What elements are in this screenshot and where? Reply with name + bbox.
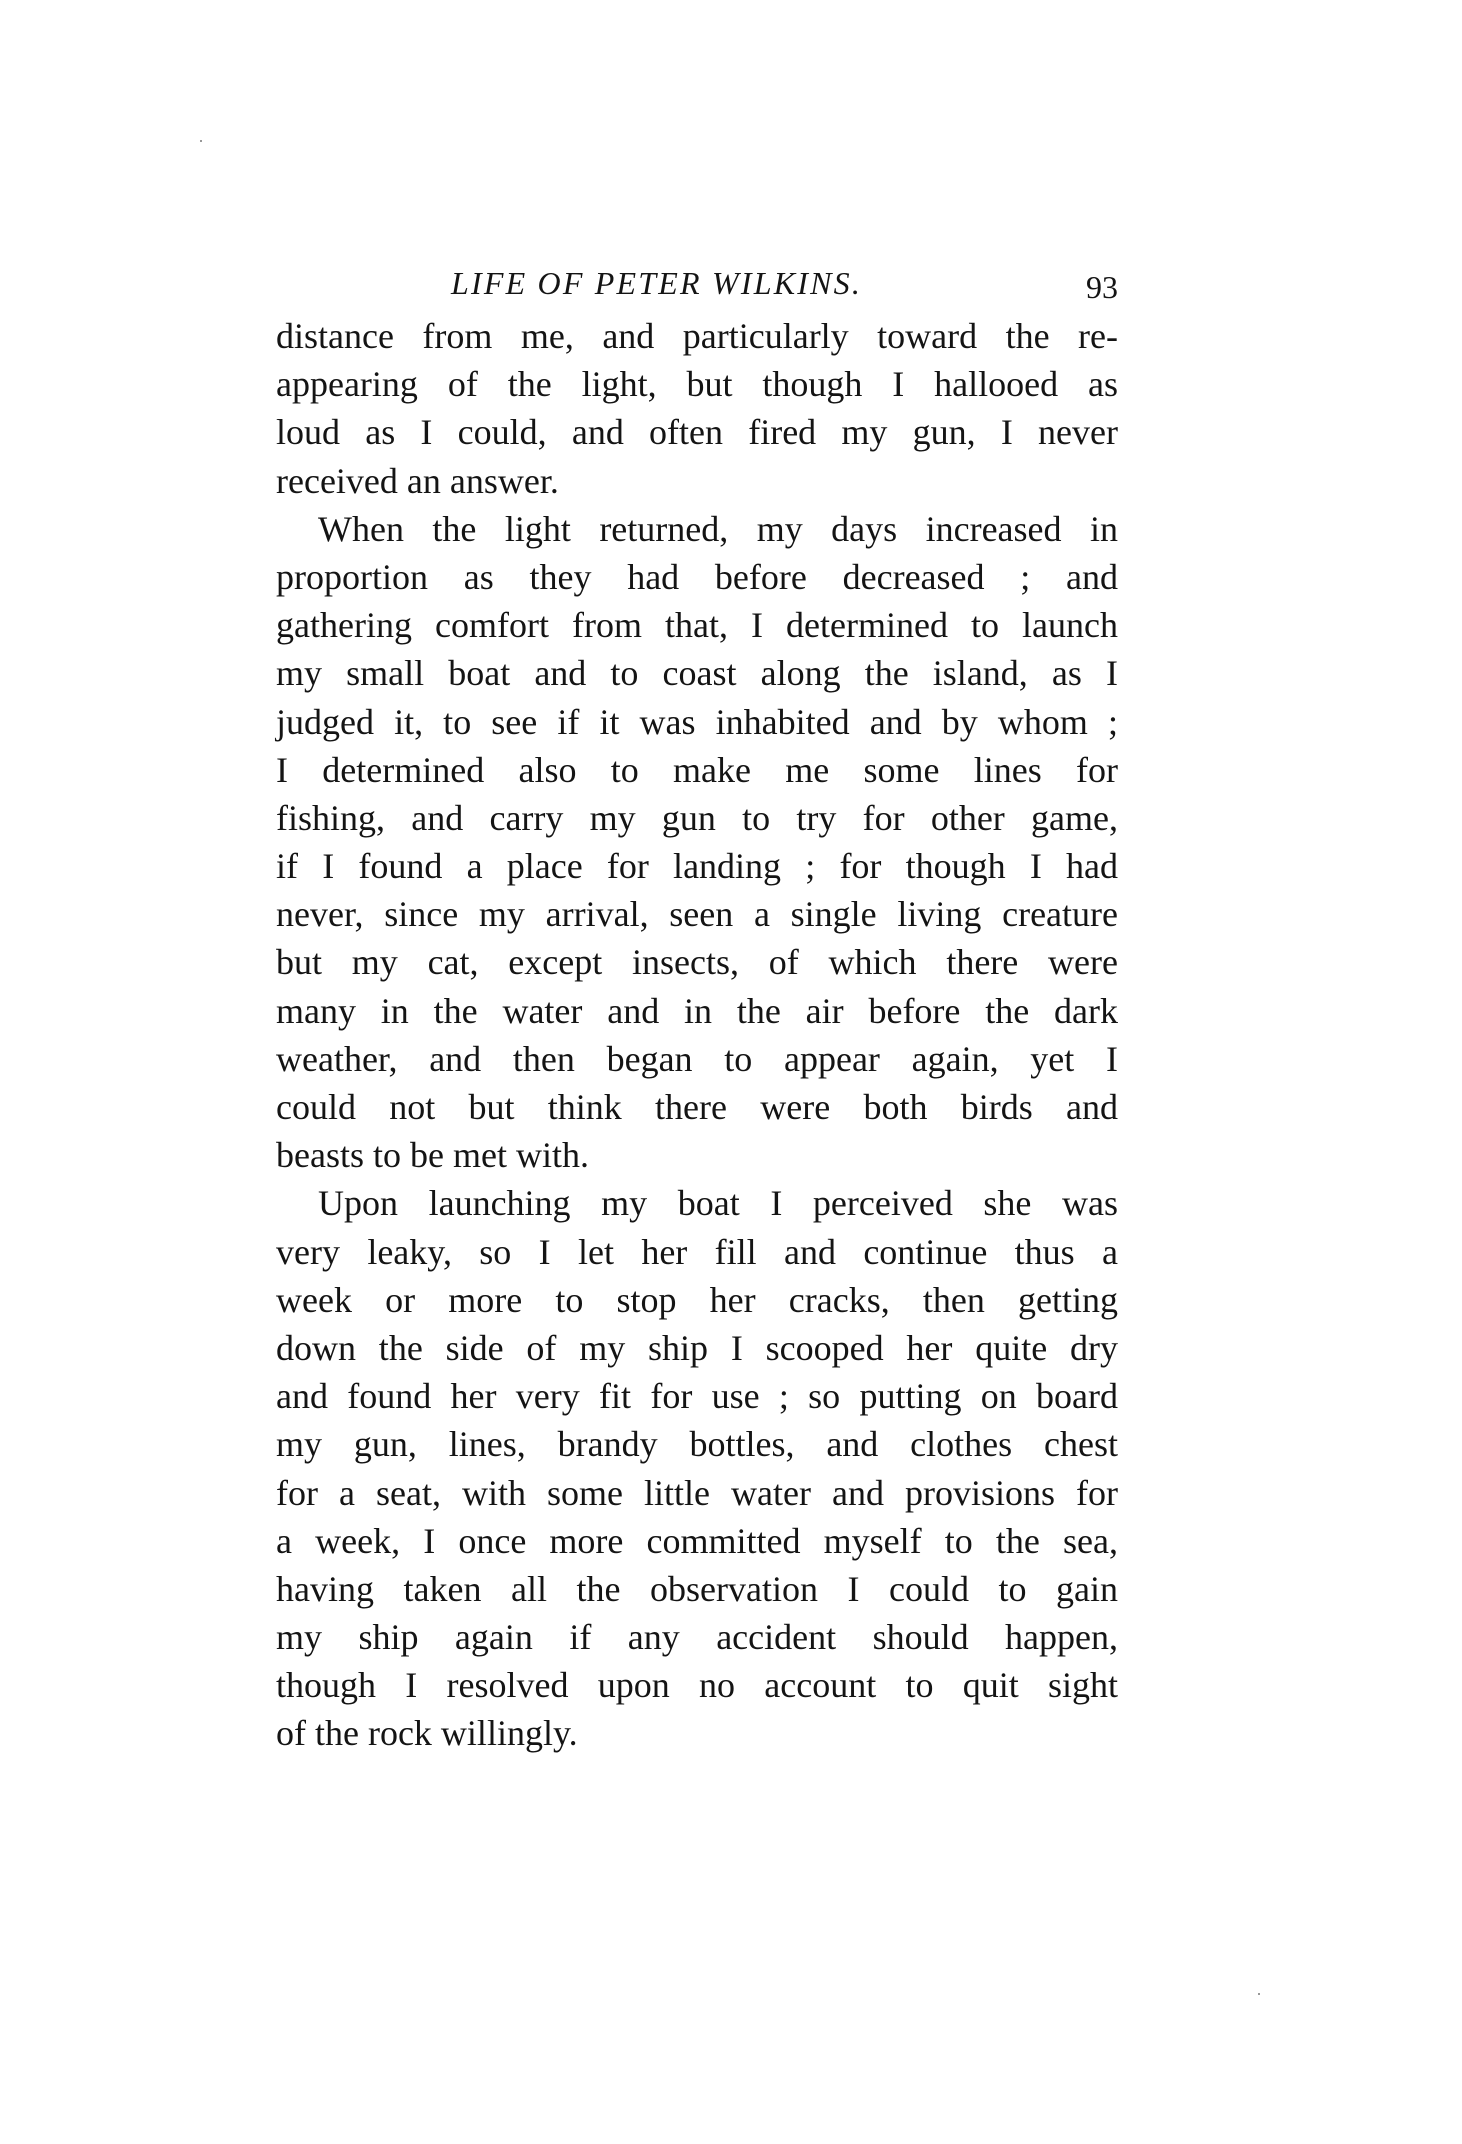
text-line: could not but think there were both birds and [276, 1087, 1118, 1127]
page-number: 93 [1086, 269, 1118, 305]
text-line: appearing of the light, but though I hallooed as [276, 364, 1118, 405]
text-line: I determined also to make me some lines for [276, 749, 1118, 790]
text-line: proportion as they had before decreased ; and [276, 556, 1118, 597]
paper-speck [200, 140, 202, 142]
paper-speck [1258, 1993, 1260, 1995]
body-text [276, 312, 1118, 1758]
text-line: and found her very fit for use ; so putting on board [276, 1376, 1118, 1417]
text-line: many in the water and in the air before the dark [276, 990, 1118, 1031]
text-line: my gun, lines, brandy bottles, and clothes chest [276, 1424, 1118, 1465]
text-line: week or more to stop her cracks, then getting [276, 1279, 1118, 1320]
text-line: fishing, and carry my gun to try for other game, [276, 797, 1118, 838]
text-line: When the light returned, my days increased in [318, 508, 1118, 549]
text-line: my small boat and to coast along the island, as I [276, 653, 1118, 694]
text-line: if I found a place for landing ; for though I had [276, 846, 1118, 887]
text-line: for a seat, with some little water and provisions for [276, 1472, 1118, 1513]
text-line: of the rock willingly. [276, 1713, 578, 1754]
text-line: received an answer. [276, 460, 559, 501]
text-line: a week, I once more committed myself to the sea, [276, 1520, 1118, 1561]
text-line: but my cat, except insects, of which there were [276, 942, 1118, 983]
text-line: judged it, to see if it was inhabited and by whom ; [276, 701, 1118, 742]
text-line: never, since my arrival, seen a single living creature [276, 894, 1118, 935]
running-title: LIFE OF PETER WILKINS. [451, 265, 863, 301]
text-line: distance from me, and particularly toward the re- [276, 316, 1118, 356]
text-line: beasts to be met with. [276, 1135, 589, 1176]
text-line: having taken all the observation I could to gain [276, 1568, 1118, 1609]
text-line: weather, and then began to appear again, yet I [276, 1038, 1118, 1079]
text-line: loud as I could, and often fired my gun, I never [276, 412, 1118, 453]
text-line: down the side of my ship I scooped her quite dry [276, 1327, 1118, 1368]
text-line: Upon launching my boat I perceived she was [318, 1183, 1118, 1224]
text-line: though I resolved upon no account to quit sight [276, 1665, 1118, 1706]
running-head [276, 258, 1118, 308]
text-line: my ship again if any accident should happen, [276, 1617, 1118, 1658]
text-line: very leaky, so I let her fill and continue thus a [276, 1231, 1118, 1272]
text-line: gathering comfort from that, I determined to launch [276, 605, 1118, 646]
